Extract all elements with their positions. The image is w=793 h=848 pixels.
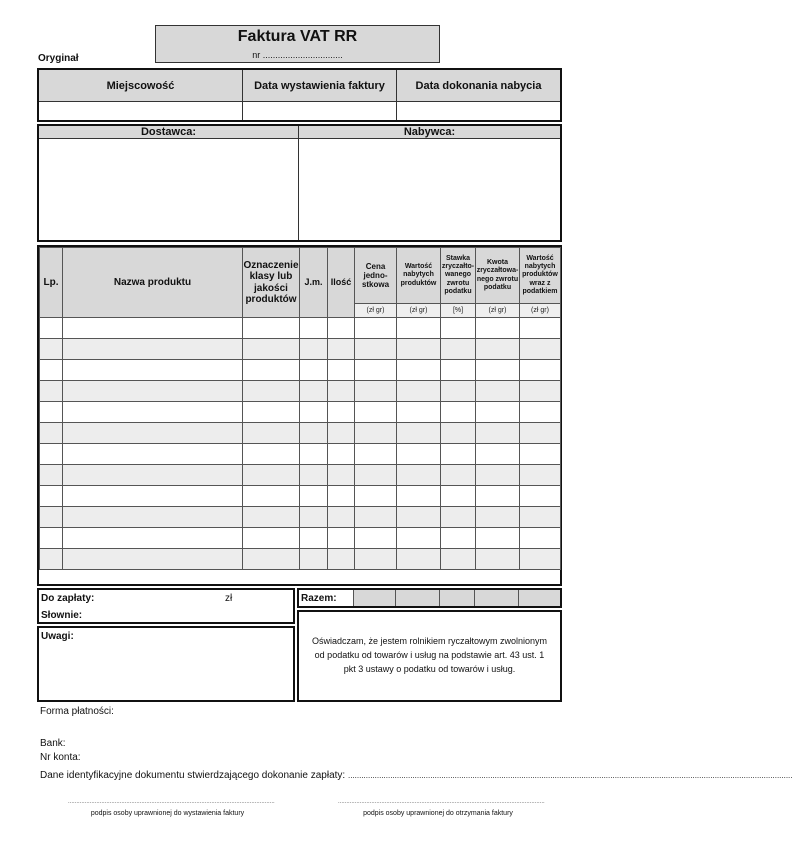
original-label: Oryginał	[38, 53, 79, 64]
table-cell[interactable]	[40, 465, 63, 486]
table-cell[interactable]	[328, 339, 355, 360]
table-cell[interactable]	[397, 339, 441, 360]
table-cell[interactable]	[476, 465, 520, 486]
table-cell[interactable]	[355, 402, 397, 423]
table-cell[interactable]	[397, 486, 441, 507]
table-cell[interactable]	[441, 507, 476, 528]
table-row	[40, 339, 561, 360]
total-value-cell	[395, 590, 439, 606]
table-cell[interactable]	[476, 423, 520, 444]
table-row	[40, 465, 561, 486]
table-cell[interactable]	[328, 360, 355, 381]
table-cell[interactable]	[40, 360, 63, 381]
table-cell[interactable]	[243, 486, 300, 507]
table-cell[interactable]	[441, 339, 476, 360]
table-cell[interactable]	[476, 444, 520, 465]
table-cell[interactable]	[328, 486, 355, 507]
table-cell[interactable]	[328, 381, 355, 402]
table-cell[interactable]	[397, 549, 441, 570]
column-unit-6: (zł gr)	[397, 304, 441, 318]
table-cell[interactable]	[40, 318, 63, 339]
place-date-section	[37, 68, 562, 122]
invoice-title: Faktura VAT RR	[237, 28, 358, 45]
table-cell[interactable]	[40, 423, 63, 444]
to-pay-currency: zł	[225, 593, 233, 604]
table-row	[40, 507, 561, 528]
place-label: Miejscowość	[39, 70, 243, 102]
table-cell[interactable]	[300, 339, 328, 360]
table-cell[interactable]	[476, 549, 520, 570]
table-cell[interactable]	[63, 318, 243, 339]
table-cell[interactable]	[300, 465, 328, 486]
receiver-signature-caption: podpis osoby uprawnionej do otrzymania faktury	[363, 810, 513, 817]
table-cell[interactable]	[300, 507, 328, 528]
supplier-field[interactable]	[39, 139, 299, 240]
purchase-date-field[interactable]	[397, 102, 560, 120]
table-cell[interactable]	[520, 318, 561, 339]
payment-doc-label: Dane identyfikacyjne dokumentu stwierdzającego dokonanie zapłaty:	[40, 770, 346, 781]
total-gross-cell	[518, 590, 560, 606]
table-cell[interactable]	[243, 507, 300, 528]
table-cell[interactable]	[355, 381, 397, 402]
column-header-8: Kwota zryczałtowa-nego zwrotu podatku	[476, 248, 520, 304]
invoice-number	[156, 50, 439, 60]
issuer-signature-line[interactable]: ............................................................................................................................	[68, 799, 275, 805]
table-cell[interactable]	[243, 318, 300, 339]
table-cell[interactable]	[243, 423, 300, 444]
table-cell[interactable]	[355, 360, 397, 381]
table-cell[interactable]	[441, 465, 476, 486]
table-cell[interactable]	[476, 381, 520, 402]
table-cell[interactable]	[40, 381, 63, 402]
table-cell[interactable]	[520, 423, 561, 444]
total-unit-price-cell	[353, 590, 395, 606]
table-cell[interactable]	[40, 549, 63, 570]
table-cell[interactable]	[397, 444, 441, 465]
table-cell[interactable]	[397, 507, 441, 528]
table-cell[interactable]	[328, 402, 355, 423]
table-cell[interactable]	[397, 381, 441, 402]
column-header-4: Ilość	[328, 248, 355, 318]
table-cell[interactable]	[300, 549, 328, 570]
table-cell[interactable]	[243, 360, 300, 381]
table-cell[interactable]	[441, 549, 476, 570]
table-cell[interactable]	[300, 444, 328, 465]
table-cell[interactable]	[40, 444, 63, 465]
table-cell[interactable]	[243, 444, 300, 465]
table-row	[40, 402, 561, 423]
table-cell[interactable]	[300, 402, 328, 423]
table-cell[interactable]	[476, 402, 520, 423]
table-row	[40, 528, 561, 549]
table-cell[interactable]	[63, 360, 243, 381]
total-tax-cell	[474, 590, 518, 606]
table-cell[interactable]	[441, 423, 476, 444]
table-cell[interactable]	[397, 465, 441, 486]
table-cell[interactable]	[63, 549, 243, 570]
table-cell[interactable]	[355, 507, 397, 528]
table-cell[interactable]	[63, 486, 243, 507]
table-cell[interactable]	[441, 318, 476, 339]
table-cell[interactable]	[397, 360, 441, 381]
table-cell[interactable]	[397, 402, 441, 423]
title-box	[155, 25, 440, 63]
totals-row	[297, 588, 562, 608]
table-cell[interactable]	[520, 360, 561, 381]
remarks-label: Uwagi:	[41, 631, 74, 642]
table-cell[interactable]	[300, 528, 328, 549]
table-cell[interactable]	[63, 465, 243, 486]
table-cell[interactable]	[355, 318, 397, 339]
table-cell[interactable]	[520, 486, 561, 507]
to-pay-box	[37, 588, 295, 624]
table-cell[interactable]	[40, 528, 63, 549]
table-cell[interactable]	[476, 318, 520, 339]
items-table	[39, 247, 561, 570]
table-row	[40, 486, 561, 507]
table-cell[interactable]	[328, 465, 355, 486]
table-cell[interactable]	[476, 507, 520, 528]
buyer-field[interactable]	[299, 139, 560, 240]
payment-doc-line	[40, 770, 793, 781]
column-header-2: Oznaczenie klasy lub jakości produktów	[243, 248, 300, 318]
table-cell[interactable]	[40, 339, 63, 360]
table-cell[interactable]	[441, 360, 476, 381]
table-cell[interactable]	[441, 486, 476, 507]
payment-form-label: Forma płatności:	[40, 706, 114, 717]
table-cell[interactable]	[300, 423, 328, 444]
table-cell[interactable]	[328, 444, 355, 465]
table-cell[interactable]	[355, 549, 397, 570]
table-cell[interactable]	[63, 402, 243, 423]
payment-doc-dots[interactable]: ........................................................................................................................................................................................................	[347, 771, 793, 780]
column-header-1: Nazwa produktu	[63, 248, 243, 318]
table-cell[interactable]	[476, 528, 520, 549]
remarks-box[interactable]	[37, 626, 295, 702]
table-row	[40, 549, 561, 570]
column-header-7: Stawka zryczałto-wanego zwrotu podatku	[441, 248, 476, 304]
table-cell[interactable]	[243, 381, 300, 402]
invoice-number-label: nr	[252, 50, 261, 60]
place-field[interactable]	[39, 102, 243, 120]
table-cell[interactable]	[40, 402, 63, 423]
table-cell[interactable]	[520, 402, 561, 423]
table-cell[interactable]	[355, 444, 397, 465]
column-unit-9: (zł gr)	[520, 304, 561, 318]
receiver-signature-line[interactable]: ............................................................................................................................	[338, 799, 545, 805]
table-cell[interactable]	[243, 528, 300, 549]
table-cell[interactable]	[328, 528, 355, 549]
parties-section	[37, 124, 562, 242]
table-cell[interactable]	[63, 528, 243, 549]
table-cell[interactable]	[300, 360, 328, 381]
column-header-9: Wartość nabytych produktów wraz z podatkiem	[520, 248, 561, 304]
table-cell[interactable]	[40, 507, 63, 528]
table-cell[interactable]	[476, 339, 520, 360]
table-cell[interactable]	[520, 507, 561, 528]
issue-date-field[interactable]	[243, 102, 397, 120]
declaration-box	[297, 610, 562, 702]
table-cell[interactable]	[300, 381, 328, 402]
column-header-3: J.m.	[300, 248, 328, 318]
table-cell[interactable]	[520, 444, 561, 465]
table-cell[interactable]	[520, 549, 561, 570]
table-cell[interactable]	[476, 486, 520, 507]
table-cell[interactable]	[397, 423, 441, 444]
table-cell[interactable]	[300, 486, 328, 507]
table-row	[40, 444, 561, 465]
total-rate-cell	[439, 590, 474, 606]
column-header-0: Lp.	[40, 248, 63, 318]
issue-date-label: Data wystawienia faktury	[243, 70, 397, 102]
column-unit-8: (zł gr)	[476, 304, 520, 318]
table-cell[interactable]	[441, 444, 476, 465]
table-cell[interactable]	[355, 486, 397, 507]
purchase-date-label: Data dokonania nabycia	[397, 70, 560, 102]
table-row	[40, 423, 561, 444]
table-cell[interactable]	[441, 402, 476, 423]
in-words-label: Słownie:	[41, 610, 83, 621]
table-cell[interactable]	[441, 381, 476, 402]
table-cell[interactable]	[40, 486, 63, 507]
table-cell[interactable]	[397, 318, 441, 339]
table-cell[interactable]	[355, 465, 397, 486]
table-cell[interactable]	[520, 339, 561, 360]
table-cell[interactable]	[328, 507, 355, 528]
totals-label: Razem:	[301, 593, 337, 604]
table-cell[interactable]	[520, 381, 561, 402]
table-cell[interactable]	[63, 381, 243, 402]
table-cell[interactable]	[328, 423, 355, 444]
account-label: Nr konta:	[40, 752, 81, 763]
table-cell[interactable]	[441, 528, 476, 549]
table-row	[40, 360, 561, 381]
table-row	[40, 381, 561, 402]
table-row	[40, 318, 561, 339]
column-header-6: Wartość nabytych produktów	[397, 248, 441, 304]
table-cell[interactable]	[63, 423, 243, 444]
buyer-label: Nabywca:	[299, 126, 560, 139]
table-cell[interactable]	[328, 549, 355, 570]
column-header-5: Cena jedno-stkowa	[355, 248, 397, 304]
table-cell[interactable]	[243, 549, 300, 570]
supplier-label: Dostawca:	[39, 126, 299, 139]
table-cell[interactable]	[520, 528, 561, 549]
column-unit-5: (zł gr)	[355, 304, 397, 318]
to-pay-label: Do zapłaty:	[41, 593, 95, 604]
table-cell[interactable]	[63, 507, 243, 528]
table-cell[interactable]	[476, 360, 520, 381]
table-cell[interactable]	[328, 318, 355, 339]
table-cell[interactable]	[243, 465, 300, 486]
table-cell[interactable]	[243, 402, 300, 423]
table-cell[interactable]	[300, 318, 328, 339]
bank-label: Bank:	[40, 738, 66, 749]
declaration-text: Oświadczam, że jestem rolnikiem ryczałtowym zwolnionym od podatku od towarów i usług na podstawie art. 43 ust. 1 pkt 3 ustawy o podatku od towarów i usług.	[311, 636, 548, 674]
issuer-signature-caption: podpis osoby uprawnionej do wystawienia faktury	[90, 810, 245, 817]
table-cell[interactable]	[243, 339, 300, 360]
table-cell[interactable]	[355, 339, 397, 360]
invoice-number-dots[interactable]: ................................	[262, 50, 343, 60]
items-table-frame	[37, 245, 562, 586]
table-cell[interactable]	[355, 423, 397, 444]
table-cell[interactable]	[520, 465, 561, 486]
table-cell[interactable]	[397, 528, 441, 549]
table-cell[interactable]	[63, 339, 243, 360]
column-unit-7: [%]	[441, 304, 476, 318]
table-cell[interactable]	[63, 444, 243, 465]
table-cell[interactable]	[355, 528, 397, 549]
